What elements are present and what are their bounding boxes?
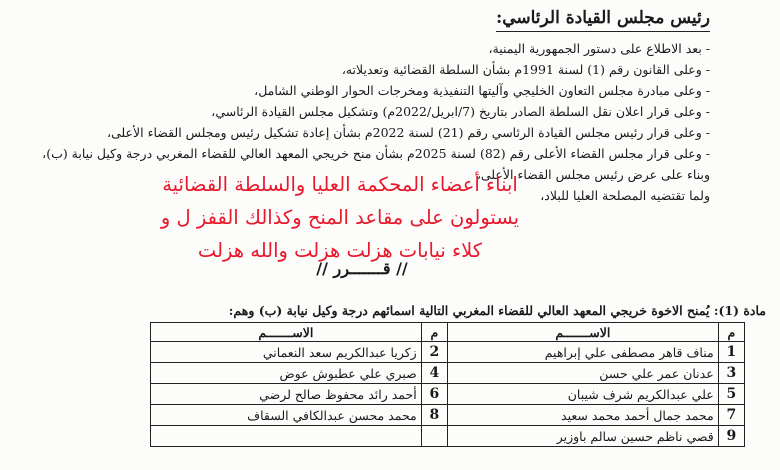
overlay-line: ابناء أعضاء المحكمة العليا والسلطة القضائية	[162, 173, 518, 196]
row-number: 5	[718, 384, 744, 405]
document-heading: رئيس مجلس القيادة الرئاسي:	[496, 6, 710, 32]
preamble-item: وبناء على عرض رئيس مجلس القضاء الأعلى،	[476, 167, 710, 182]
overlay-line: كلاء نيابات هزلت هزلت والله هزلت	[197, 239, 483, 262]
preamble-item: - وعلى قرار اعلان نقل السلطة الصادر بتاريخ (7/ابريل/2022م) وتشكيل مجلس القيادة الرئاسي،	[211, 104, 710, 119]
row-name: زكريا عبدالكريم سعد النعماني	[151, 342, 422, 363]
preamble-item: - وعلى قرار مجلس القضاء الأعلى رقم (82) لسنة 2025م بشأن منح خريجي المعهد العالي للقضاء المغربي درجة وكيل نيابة (ب)،	[42, 146, 710, 161]
preamble-item: - وعلى القانون رقم (1) لسنة 1991م بشأن السلطة القضائية وتعديلاته،	[341, 62, 710, 77]
row-name: محمد جمال أحمد محمد سعيد	[448, 405, 719, 426]
header-num: م	[421, 323, 447, 342]
header-name: الاســـــــم	[151, 323, 422, 342]
row-name: صبري علي عطبوش عوض	[151, 363, 422, 384]
row-name: علي عبدالكريم شرف شيبان	[448, 384, 719, 405]
row-number: 8	[421, 405, 447, 426]
row-number: 9	[718, 426, 744, 447]
row-name: مناف قاهر مصطفى علي إبراهيم	[448, 342, 719, 363]
overlay-line: يستولون على مقاعد المنح وكذالك القفز ل و	[160, 206, 520, 229]
table-row	[151, 384, 745, 405]
table-row	[151, 342, 745, 363]
row-name: أحمد رائد محفوظ صالح لرضي	[151, 384, 422, 405]
table-row	[151, 405, 745, 426]
row-number	[421, 426, 447, 447]
preamble-item: - وعلى مبادرة مجلس التعاون الخليجي وآليتها التنفيذية ومخرجات الحوار الوطني الشامل،	[254, 83, 710, 98]
row-name: قصي ناظم حسين سالم باوزير	[448, 426, 719, 447]
row-number: 7	[718, 405, 744, 426]
red-overlay-caption	[140, 168, 540, 267]
table-header-row	[151, 323, 745, 342]
row-number: 6	[421, 384, 447, 405]
table-row	[151, 426, 745, 447]
row-name: محمد محسن عبدالكافي السقاف	[151, 405, 422, 426]
row-number: 1	[718, 342, 744, 363]
row-name: عدنان عمر علي حسن	[448, 363, 719, 384]
preamble-item: - بعد الاطلاع على دستور الجمهورية اليمنية،	[488, 41, 710, 56]
preamble-item: ولما تقتضيه المصلحة العليا للبلاد،	[540, 188, 710, 203]
names-table	[150, 322, 745, 447]
row-number: 3	[718, 363, 744, 384]
row-name	[151, 426, 422, 447]
header-num: م	[718, 323, 744, 342]
row-number: 2	[421, 342, 447, 363]
decision-heading: // قـــــــرر //	[316, 259, 408, 278]
preamble-item: - وعلى قرار رئيس مجلس القيادة الرئاسي رقم (21) لسنة 2022م بشأن إعادة تشكيل رئيس ومجلس القضاء الأعلى،	[106, 125, 710, 140]
row-number: 4	[421, 363, 447, 384]
table-row	[151, 363, 745, 384]
header-name: الاســـــــم	[448, 323, 719, 342]
article-1-text: مادة (1): يُمنح الاخوة خريجي المعهد العالي للقضاء المغربي التالية اسمائهم درجة وكيل نيابة (ب) وهم:	[228, 303, 766, 318]
